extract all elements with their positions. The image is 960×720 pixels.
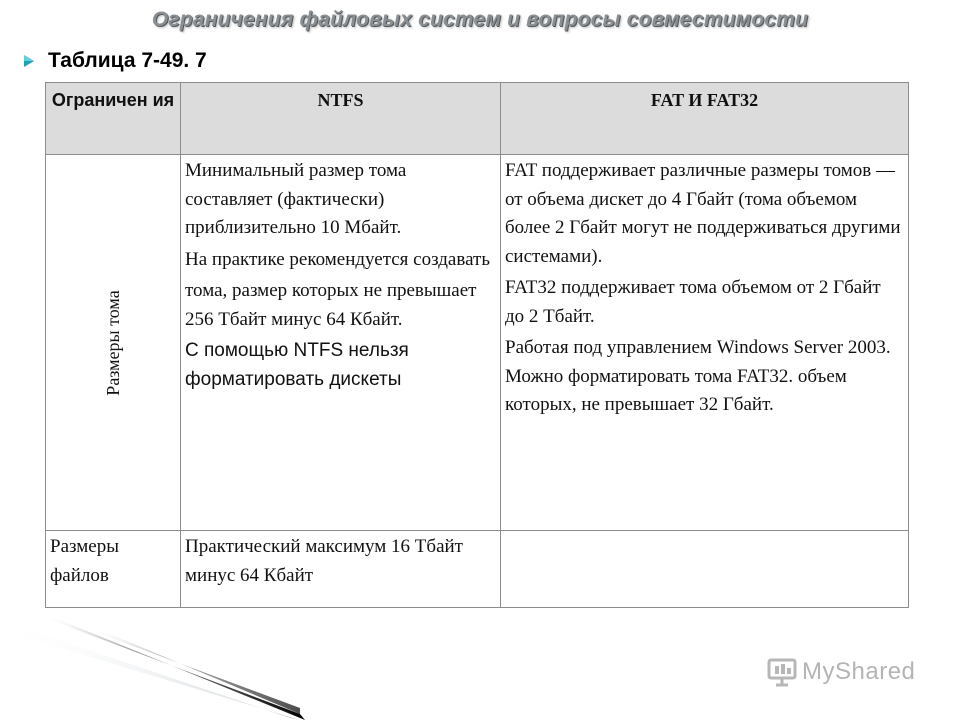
presentation-logo-icon — [766, 656, 798, 688]
watermark — [766, 656, 915, 688]
row-label: Размеры тома — [102, 289, 123, 396]
cell-paragraph: Практический максимум 16 Тбайт минус 64 Кбайт — [185, 536, 463, 586]
bullet-row — [22, 47, 207, 75]
row-label: Размеры файлов — [50, 536, 119, 586]
header-ntfs: NTFS — [181, 83, 501, 155]
decorative-swoosh — [0, 590, 310, 720]
table-header-row — [46, 83, 909, 155]
cell-paragraph: FAT поддерживает различные размеры томов — от объема дискет до 4 Гбайт (тома объемом более 2 Гбайт могут не поддерживаться другими системами). — [505, 160, 901, 267]
cell-paragraph: FAT32 поддерживает тома объемом от 2 Гбайт до 2 Тбайт. — [505, 277, 881, 327]
cell-paragraph: Работая под управлением Windows Server 2003. Можно форматировать тома FAT32. объем которых, не превышает 32 Гбайт. — [505, 337, 891, 415]
table-row — [46, 155, 909, 531]
table-caption: Таблица 7-49. 7 — [48, 49, 207, 72]
cell-paragraph: Минимальный размер тома составляет (фактически) приблизительно 10 Мбайт. — [185, 160, 407, 238]
watermark-text: MyShared — [802, 658, 916, 685]
triangle-bullet-icon — [22, 53, 36, 69]
cell-paragraph: тома, размер которых не превышает 256 Тбайт минус 64 Кбайт. — [185, 280, 477, 330]
comparison-table — [45, 82, 909, 608]
fat-file-cell — [501, 531, 909, 608]
row-label-cell — [46, 155, 181, 531]
fat-volume-cell — [501, 155, 909, 531]
cell-paragraph: На практике рекомендуется создавать — [185, 248, 490, 270]
header-fat: FAT И FAT32 — [501, 83, 909, 155]
header-limitations: Ограничен ия — [46, 83, 181, 155]
cell-paragraph: С помощью NTFS нельзя форматировать дискеты — [185, 340, 409, 390]
ntfs-volume-cell — [181, 155, 501, 531]
slide-title: Ограничения файловых систем и вопросы совместимости — [151, 8, 809, 31]
